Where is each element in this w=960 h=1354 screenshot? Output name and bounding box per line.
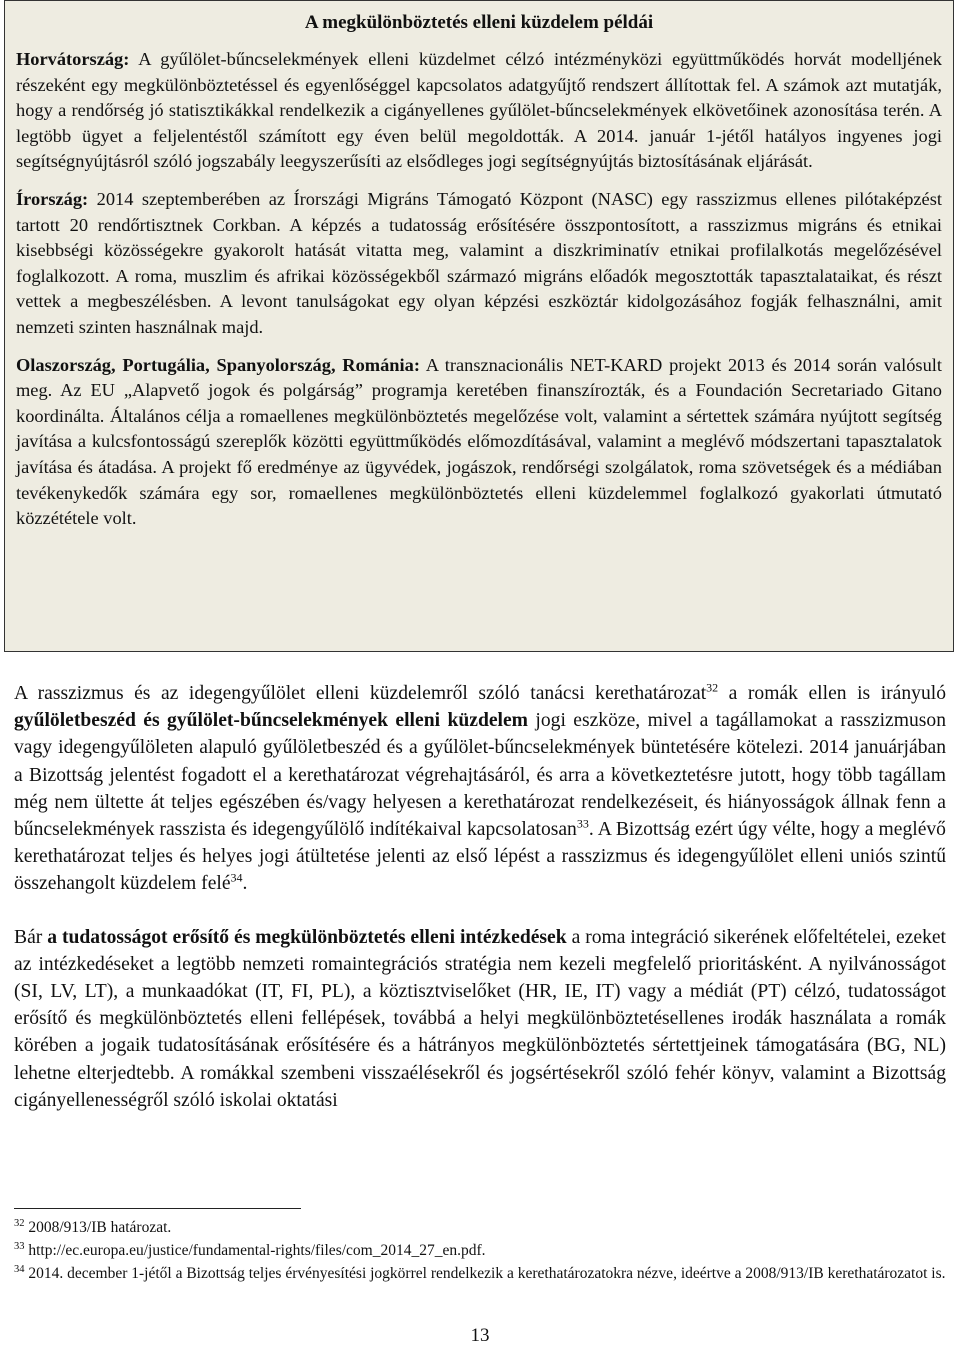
example-text: A gyűlölet-bűncselekmények elleni küzdelmet célzó intézményközi együttműködés horvát modelljének részeként egy megkülönböztetéssel és egyenlőséggel kapcsolatos adatgyűjtő rendszert állítottak fel. A számok azt mutatják, hogy a rendőrség jó statisztikákkal rendelkezik a cigányellenes gyűlölet-bűncselekmények elkövetőinek azonosítása terén. A legtöbb ügyet a feljelentéstől számított egy éven belül megoldották. A 2014. január 1-jétől hatályos ingyenes jogi segítségnyújtásról szóló jogszabály leegyszerűsíti az elsődleges jogi segítségnyújtás biztosításának eljárását. [16,49,942,172]
footnote-ref[interactable]: 34 [230,870,243,885]
emphasis: a tudatosságot erősítő és megkülönböztetés elleni intézkedések [47,926,567,948]
box-title: A megkülönböztetés elleni küzdelem példái [304,12,654,33]
page-number: 13 [470,1325,490,1346]
country-label: Olaszország, Portugália, Spanyolország, Románia: [16,354,420,375]
main-text [14,680,946,1140]
emphasis: gyűlöletbeszéd és gyűlölet-bűncselekmények elleni küzdelem [14,710,528,732]
footnote-ref[interactable]: 33 [576,816,589,831]
examples-box [4,0,954,652]
country-label: Írország: [16,188,89,209]
footnote-number: 34 [14,1263,25,1275]
example-net-kard [16,353,942,532]
footnote-separator [14,1208,301,1209]
country-label: Horvátország: [16,49,130,69]
footnote-ref[interactable]: 32 [706,680,719,695]
example-text: A transznacionális NET-KARD projekt 2013 és 2014 során valósult meg. Az EU „Alapvető jogok és polgárság” programja keretében finanszírozták, és a Foundación Secretariado Gitano koordinálta. Általános célja a romaellenes megkülönböztetés megelőzése volt, valamint a sértettek számára nyújtott segítség javítása a kulcsfontosságú szereplők közötti együttműködés előmozdításával, valamint a meglévő módszertani tapasztalatok javítása és átadása. A projekt fő eredménye az ügyvédek, jogászok, rendőrségi szolgálatok, roma szövetségek és a médiában tevékenykedők számára egy sor, romaellenes megkülönböztetés elleni küzdelemmel foglalkozó gyakorlati útmutató közzététele volt. [16,354,942,529]
body-paragraph-awareness: Bár a tudatosságot erősítő és megkülönböztetés elleni intézkedések a roma integráció sikerének előfeltételei, ezeket az intézkedéseket a legtöbb nemzeti romaintegrációs stratégia nem kezeli megfelelő prioritásként. A nyilvánosságot (SI, LV, LT), a munkaadókat (IT, FI, PL), a köztisztviselőket (HR, IE, IT) vagy a médiát (PT) célzó, tudatosságot erősítő és megkülönböztetés elleni fellépések, továbbá a helyi megkülönböztetésellenes irodák használata a romák körében a jogaik tudatosításának erősítésére és a hátrányos megkülönböztetés sértettjeinek támogatására (BG, NL) lehetne elterjedtebb. A romákkal szembeni visszaélésekről és jogsértésekről szóló fehér könyv, valamint a Bizottság cigányellenességről szóló iskolai oktatási [14,926,947,1111]
body-paragraph-hate-crime: A rasszizmus és az idegengyűlölet elleni küzdelemről szóló tanácsi kerethatározat$^{32}$ a romák ellen is irányuló gyűlöletbeszéd és gyűlölet-bűncselekmények elleni küzdelem jogi eszköze, mivel a tagállamokat a rasszizmuson vagy idegengyűlöleten alapuló gyűlöletbeszéd és a gyűlölet-bűncselekmények büntetésére kötelezi. 2014 januárjában a Bizottság jelentést fogadott el a kerethatározat végrehajtásáról, és arra a következtetésre jutott, hogy több tagállam még nem ültette át teljes egészében és/vagy helyesen a kerethatározat rendelkezéseit, és hiányosságok állnak fenn a bűncselekmények rasszista és idegengyűlölő indítékaival kapcsolatosan$^{33}$. A Bizottság ezért úgy vélte, hogy a meglévő kerethatározat teljes és helyes jogi átültetése jelenti az első lépést a rasszizmus és idegengyűlölet elleni uniós szintű összehangolt küzdelem felé$^{34}$. [14,680,946,895]
example-croatia [16,47,942,175]
footnote: $^{34}$ 2014. december 1-jétől a Bizottság teljes érvényesítési jogkörrel rendelkezik a kerethatározatokra nézve, ideértve a 2008/913/IB kerethatározatot is. [14,1263,946,1282]
footnote-number: 32 [14,1217,25,1229]
example-ireland [16,187,942,341]
footnote-link[interactable]: http://ec.europa.eu/justice/fundamental-rights/files/com_2014_27_en.pdf. [24,1242,486,1259]
footnote-number: 33 [14,1240,25,1252]
footnote [14,1241,946,1261]
footnotes [14,1218,946,1287]
example-text: 2014 szeptemberében az Írországi Migráns Támogató Központ (NASC) egy rasszizmus ellenes pilótaképzést tartott 20 rendőrtisztnek Corkban. A képzés a tudatosság erősítésére összpontosított, a rasszizmus migráns és etnikai kisebbségi közösségekre gyakorolt hatását vitatta meg, valamint a diszkriminatív etnikai profilalkotás megelőzésével foglalkozott. A roma, muszlim és afrikai közösségekből származó migráns előadók megosztották tapasztalataikat, és részt vettek a megbeszélésben. A levont tanulságokat egy olyan képzési eszköztár kidolgozásához fogják felhasználni, amit nemzeti szinten használnak majd. [16,188,942,337]
footnote: $^{32}$ 2008/913/IB határozat. [14,1217,172,1236]
